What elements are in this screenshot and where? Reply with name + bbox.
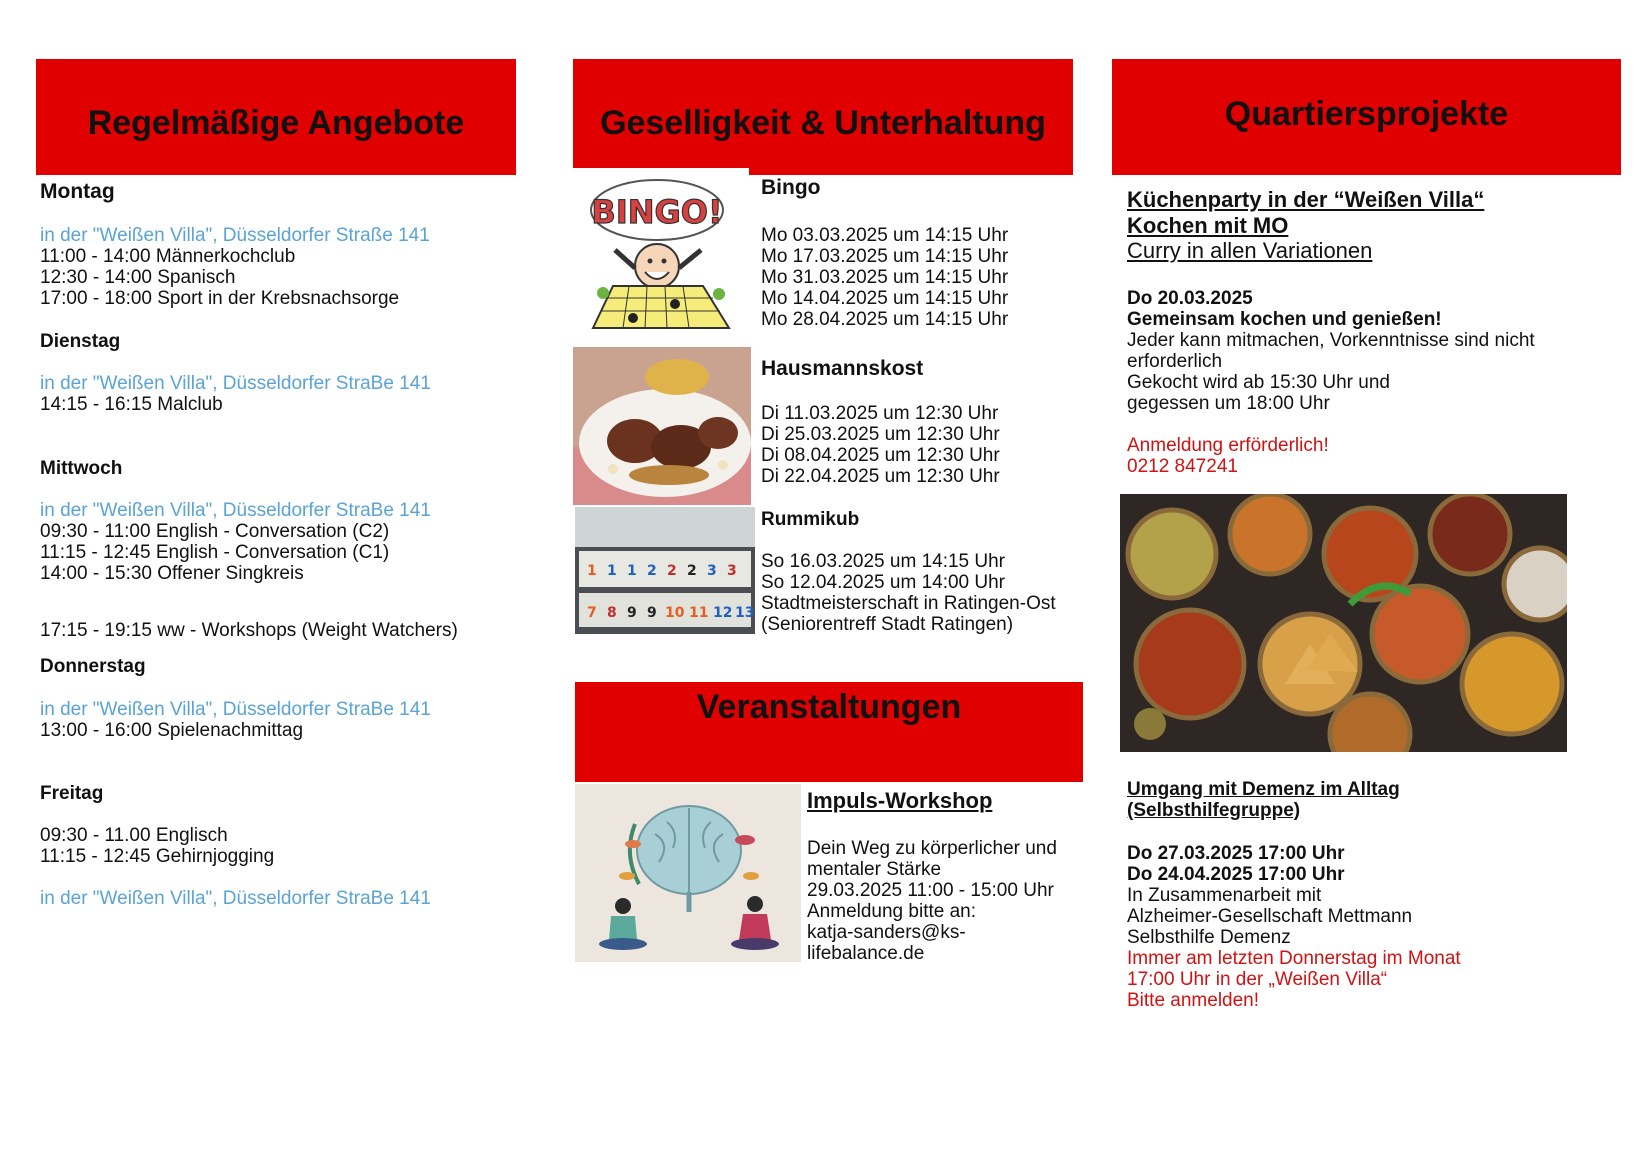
bingo-logo-text: BINGO! (591, 193, 723, 231)
list-item: 11:15 - 12:45 English - Conversation (C1) (40, 542, 390, 563)
svg-text:2: 2 (667, 563, 677, 579)
impuls-workshop-title: Impuls-Workshop (807, 788, 993, 813)
svg-text:11: 11 (689, 605, 709, 621)
list-item: Mo 17.03.2025 um 14:15 Uhr (761, 246, 1009, 267)
list-item: Mo 03.03.2025 um 14:15 Uhr (761, 225, 1009, 246)
kuechenparty-theme: Curry in allen Variationen (1127, 238, 1373, 263)
bingo-image (573, 168, 749, 332)
list-item: 17:00 - 18:00 Sport in der Krebsnachsorge (40, 288, 400, 309)
hausmannskost-dates (761, 403, 1000, 487)
list-item: Jeder kann mitmachen, Vorkenntnisse sind nicht (1127, 330, 1535, 351)
list-item: 17:00 Uhr in der „Weißen Villa“ (1127, 969, 1388, 990)
header-regelmaessige-angebote (36, 59, 516, 175)
location-text: in der "Weißen Villa", Düsseldorfer StraBe 141 (40, 373, 431, 394)
day-mittwoch: Mittwoch (40, 458, 123, 479)
impuls-workshop-details (807, 838, 1057, 964)
rummikub-title: Rummikub (761, 509, 860, 530)
schedule-list-mittwoch (40, 521, 389, 584)
list-item: Selbsthilfe Demenz (1127, 927, 1291, 948)
svg-text:3: 3 (727, 563, 737, 579)
list-item: 14:00 - 15:30 Offener Singkreis (40, 563, 304, 584)
schedule-list-donnerstag (40, 720, 303, 741)
list-item: 12:30 - 14:00 Spanisch (40, 267, 236, 288)
list-item: gegessen um 18:00 Uhr (1127, 393, 1330, 414)
svg-text:8: 8 (607, 605, 617, 621)
kuechenparty-date: Do 20.03.2025 (1127, 288, 1253, 309)
header-title: Geselligkeit & Unterhaltung (600, 103, 1046, 142)
list-item: 09:30 - 11:00 English - Conversation (C2) (40, 521, 390, 542)
list-item: erforderlich (1127, 351, 1223, 372)
demenz-details (1127, 885, 1412, 948)
header-title: Regelmäßige Angebote (87, 103, 465, 142)
header-quartiersprojekte (1112, 59, 1621, 175)
phone-number: 0212 847241 (1127, 456, 1238, 477)
hausmannskost-image (573, 347, 751, 505)
header-veranstaltungen (575, 682, 1083, 782)
demenz-subtitle: (Selbsthilfegruppe) (1127, 800, 1301, 821)
list-item: mentaler Stärke (807, 859, 942, 880)
svg-text:10: 10 (665, 605, 685, 621)
kuechenparty-title: Küchenparty in der “Weißen Villa“ (1127, 187, 1485, 212)
svg-text:9: 9 (647, 605, 657, 621)
list-item: Do 27.03.2025 17:00 Uhr (1127, 843, 1345, 864)
svg-text:9: 9 (627, 605, 637, 621)
curry-image (1120, 494, 1567, 752)
header-title: Quartiersprojekte (1224, 95, 1509, 133)
demenz-notice (1127, 948, 1461, 1011)
list-item: Anmeldung bitte an: (807, 901, 977, 922)
svg-text:1: 1 (587, 563, 597, 579)
svg-text:7: 7 (587, 605, 597, 621)
list-item: (Seniorentreff Stadt Ratingen) (761, 614, 1014, 635)
kuechenparty-subtitle: Kochen mit MO (1127, 213, 1289, 238)
header-title: Veranstaltungen (696, 688, 962, 726)
list-item: lifebalance.de (807, 943, 925, 964)
list-item: 29.03.2025 11:00 - 15:00 Uhr (807, 880, 1054, 901)
list-item: Do 24.04.2025 17:00 Uhr (1127, 864, 1345, 885)
list-item: 13:00 - 16:00 Spielenachmittag (40, 720, 304, 741)
rummikub-dates (761, 551, 1056, 635)
hausmannskost-title: Hausmannskost (761, 357, 924, 380)
svg-text:1: 1 (627, 563, 637, 579)
svg-text:12: 12 (713, 605, 733, 621)
list-item: 11:15 - 12:45 Gehirnjogging (40, 846, 275, 867)
day-donnerstag: Donnerstag (40, 656, 146, 677)
list-item: Di 22.04.2025 um 12:30 Uhr (761, 466, 1000, 487)
location-text: in der "Weißen Villa", Düsseldorfer StraBe 141 (40, 699, 431, 720)
svg-text:2: 2 (687, 563, 697, 579)
svg-text:2: 2 (647, 563, 657, 579)
bingo-dates (761, 225, 1008, 330)
list-item: Mo 28.04.2025 um 14:15 Uhr (761, 309, 1009, 330)
day-dienstag: Dienstag (40, 331, 121, 352)
list-item: Immer am letzten Donnerstag im Monat (1127, 948, 1461, 969)
location-text: in der "Weißen Villa", Düsseldorfer StraBe 141 (40, 500, 431, 521)
schedule-list-montag (40, 246, 399, 309)
list-item: Di 25.03.2025 um 12:30 Uhr (761, 424, 1000, 445)
list-item: 17:15 - 19:15 ww - Workshops (Weight Watchers) (40, 620, 458, 641)
list-item: 09:30 - 11.00 Englisch (40, 825, 228, 846)
bingo-title: Bingo (761, 176, 821, 199)
list-item: Bitte anmelden! (1127, 990, 1260, 1011)
day-freitag: Freitag (40, 783, 104, 804)
list-item: Dein Weg zu körperlicher und (807, 838, 1057, 859)
svg-text:3: 3 (707, 563, 717, 579)
list-item: Mo 31.03.2025 um 14:15 Uhr (761, 267, 1009, 288)
impuls-workshop-image (575, 784, 801, 962)
kuechenparty-tagline: Gemeinsam kochen und genießen! (1127, 309, 1442, 330)
svg-text:1: 1 (607, 563, 617, 579)
schedule-list-dienstag (40, 394, 223, 415)
list-item: 11:00 - 14:00 Männerkochclub (40, 246, 296, 267)
list-item: Di 08.04.2025 um 12:30 Uhr (761, 445, 1000, 466)
location-text: in der "Weißen Villa", Düsseldorfer Straße 141 (40, 225, 430, 246)
list-item: Gekocht wird ab 15:30 Uhr und (1127, 372, 1390, 393)
kuechenparty-details (1127, 330, 1535, 414)
list-item: katja-sanders@ks- (807, 922, 966, 943)
list-item: So 16.03.2025 um 14:15 Uhr (761, 551, 1006, 572)
list-item: Mo 14.04.2025 um 14:15 Uhr (761, 288, 1009, 309)
anmeldung-notice: Anmeldung erförderlich! (1127, 435, 1329, 456)
demenz-title: Umgang mit Demenz im Alltag (1127, 779, 1400, 800)
svg-text:13: 13 (735, 605, 755, 621)
schedule-list-freitag (40, 825, 274, 867)
list-item: So 12.04.2025 um 14:00 Uhr (761, 572, 1006, 593)
list-item: In Zusammenarbeit mit (1127, 885, 1322, 906)
list-item: 14:15 - 16:15 Malclub (40, 394, 223, 415)
demenz-dates (1127, 843, 1345, 885)
header-geselligkeit (573, 59, 1073, 175)
list-item: Alzheimer-Gesellschaft Mettmann (1127, 906, 1413, 927)
list-item: Di 11.03.2025 um 12:30 Uhr (761, 403, 999, 424)
location-text: in der "Weißen Villa", Düsseldorfer StraBe 141 (40, 888, 431, 909)
day-montag: Montag (40, 180, 115, 203)
list-item: Stadtmeisterschaft in Ratingen-Ost (761, 593, 1056, 614)
rummikub-image (575, 507, 755, 634)
